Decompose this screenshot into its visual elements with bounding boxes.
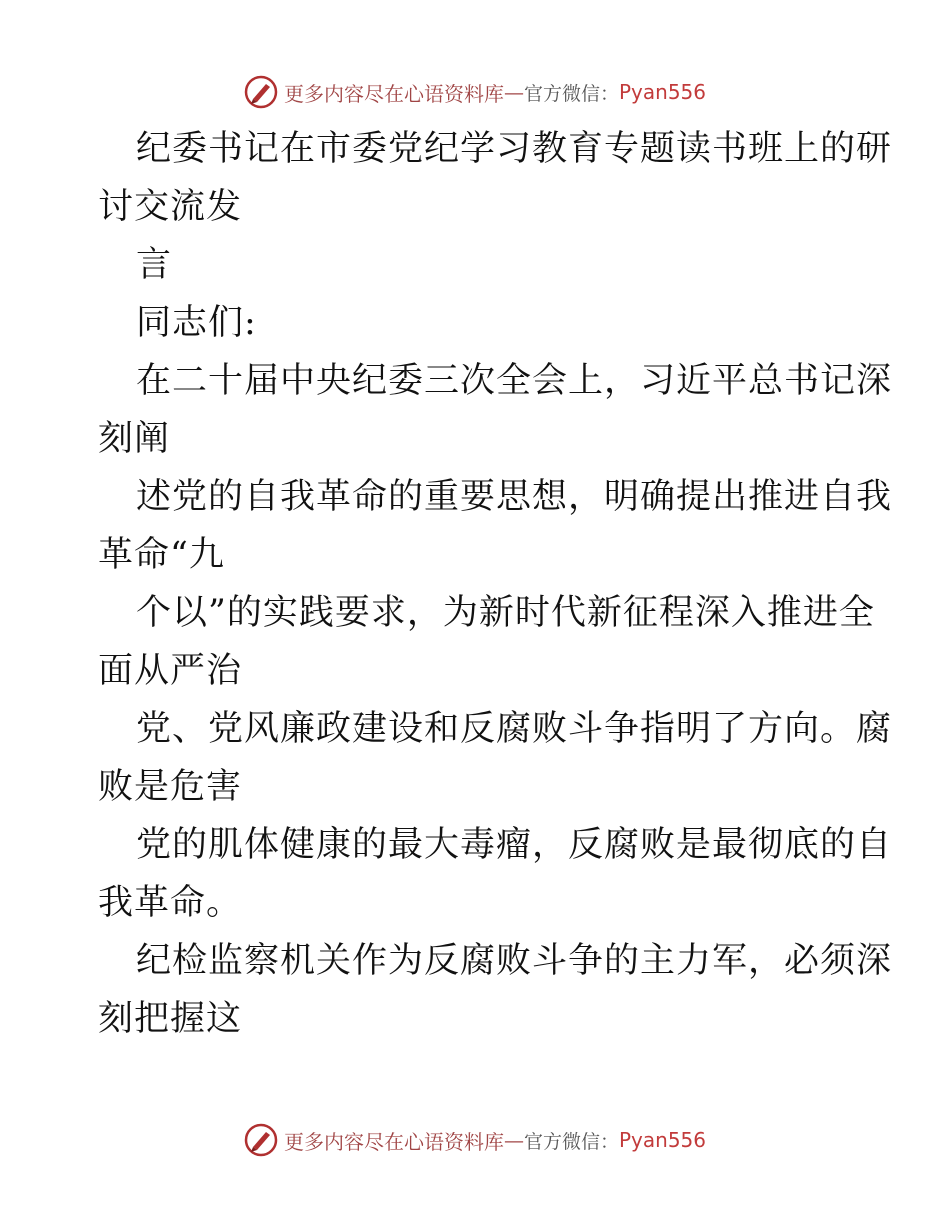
header-banner: [0, 72, 950, 112]
pen-logo-icon: [244, 75, 278, 109]
wechat-id: Pyan556: [619, 1128, 707, 1152]
wechat-id: Pyan556: [619, 80, 707, 104]
text-line: 革命“九: [98, 535, 225, 575]
text-line: 讨交流发: [98, 187, 243, 227]
text-line: 党的肌体健康的最大毒瘤，反腐败是最彻底的自: [136, 825, 893, 865]
text-line: 败是危害: [98, 767, 243, 807]
text-line: 刻阐: [98, 419, 171, 459]
text-line: 刻把握这: [98, 999, 243, 1039]
banner-separator: —: [503, 1128, 524, 1152]
document-body: [98, 120, 893, 1048]
text-line: 纪检监察机关作为反腐败斗争的主力军，必须深: [136, 941, 893, 981]
text-line: 党、党风廉政建设和反腐败斗争指明了方向。腐: [136, 709, 893, 749]
banner-separator: —: [503, 80, 524, 104]
footer-banner: [0, 1120, 950, 1160]
text-line: 言: [136, 245, 173, 285]
banner-text: 更多内容尽在心语资料库: [283, 81, 504, 106]
text-line: 在二十届中央纪委三次全会上，习近平总书记深: [136, 361, 893, 401]
text-line: 我革命。: [98, 883, 243, 923]
pen-logo-icon: [244, 1123, 278, 1157]
text-line: 同志们:: [136, 303, 257, 343]
text-line: 个以”的实践要求，为新时代新征程深入推进全: [136, 593, 875, 633]
wechat-label: 官方微信：: [523, 1130, 619, 1153]
text-line: 面从严治: [98, 651, 243, 691]
text-line: 纪委书记在市委党纪学习教育专题读书班上的研: [136, 129, 893, 169]
text-line: 述党的自我革命的重要思想，明确提出推进自我: [136, 477, 893, 517]
wechat-label: 官方微信：: [523, 82, 619, 105]
banner-text: 更多内容尽在心语资料库: [283, 1129, 504, 1154]
